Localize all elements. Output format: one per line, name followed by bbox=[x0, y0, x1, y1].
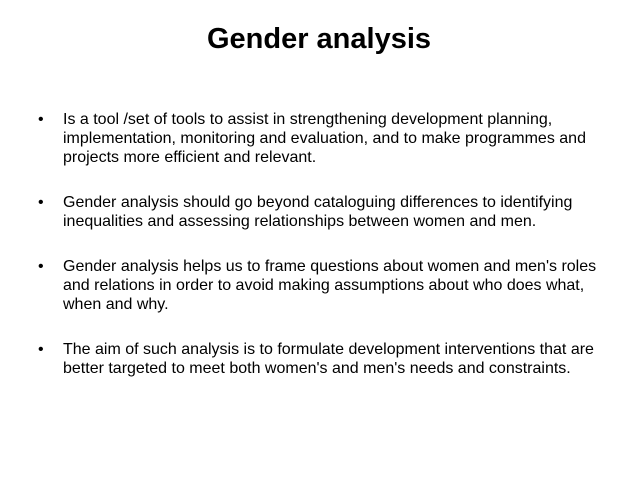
bullet-text: Gender analysis should go beyond cataloguing differences to identifying inequalities and assessing relationships between women and men. bbox=[63, 194, 573, 230]
bullet-item bbox=[38, 257, 608, 314]
bullet-dot-icon: • bbox=[38, 341, 44, 358]
bullet-dot-icon: • bbox=[38, 194, 44, 211]
bullet-text: The aim of such analysis is to formulate development interventions that are better targeted to meet both women's and men's needs and constraints. bbox=[63, 341, 594, 377]
bullet-text: Is a tool /set of tools to assist in strengthening development planning, implementation, monitoring and evaluation, and to make programmes and projects more efficient and relevant. bbox=[63, 111, 586, 166]
bullet-text: Gender analysis helps us to frame questions about women and men's roles and relations in order to avoid making assumptions about who does what, when and why. bbox=[63, 258, 597, 313]
bullet-list bbox=[38, 110, 608, 404]
bullet-dot-icon: • bbox=[38, 258, 44, 275]
bullet-item bbox=[38, 110, 608, 167]
bullet-item bbox=[38, 340, 608, 378]
bullet-dot-icon: • bbox=[38, 111, 44, 128]
slide-title: Gender analysis bbox=[206, 23, 432, 55]
bullet-item bbox=[38, 193, 608, 231]
